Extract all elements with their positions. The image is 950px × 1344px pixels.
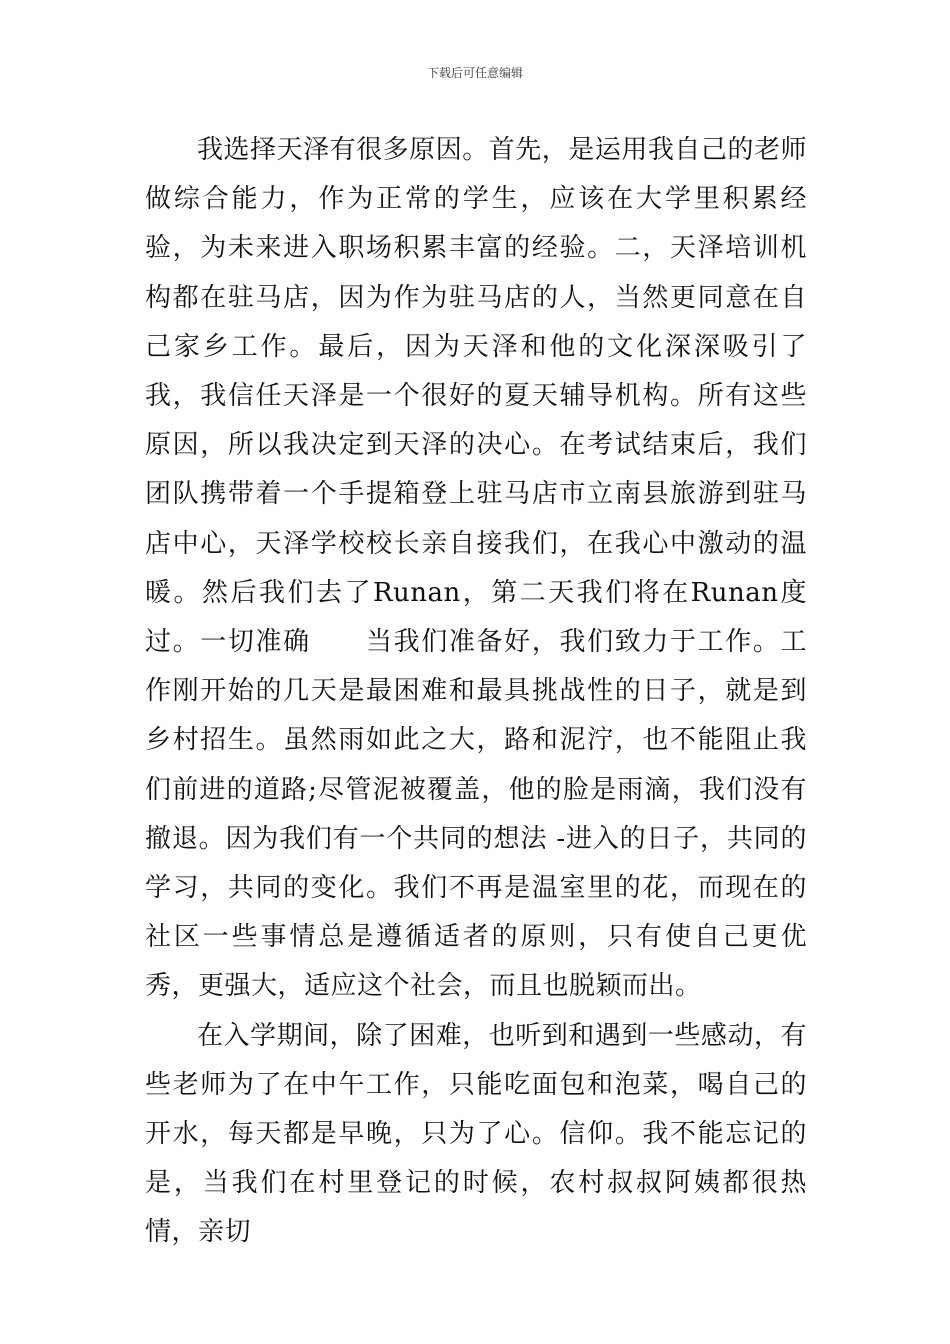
page-header: 下载后可任意编辑 [426,66,523,80]
paragraph-1: 我选择天泽有很多原因。首先，是运用我自己的老师做综合能力，作为正常的学生，应该在大学里积累经验，为未来进入职场积累丰富的经验。二，天泽培训机构都在驻马店，因为作为驻马店的人，当然更同意在自己家乡工作。最后，因为天泽和他的文化深深吸引了我，我信任天泽是一个很好的夏天辅导机构。所有这些原因，所以我决定到天泽的决心。在考试结束后，我们团队携带着一个手提箱登上驻马店市立南县旅游到驻马店中心，天泽学校校长亲自接我们，在我心中激动的温暖。然后我们去了Runan，第二天我们将在Runan度过。一切准确 当我们准备好，我们致力于工作。工作刚开始的几天是最困难和最具挑战性的日子，就是到乡村招生。虽然雨如此之大，路和泥泞，也不能阻止我们前进的道路;尽管泥被覆盖，他的脸是雨滴，我们没有撤退。因为我们有一个共同的想法 -进入的日子，共同的学习，共同的变化。我们不再是温室里的花，而现在的社区一些事情总是遵循适者的原则，只有使自己更优秀，更强大，适应这个社会，而且也脱颖而出。 [145,135,807,1002]
document-body [145,126,807,1258]
paragraph-2: 在入学期间，除了困难，也听到和遇到一些感动，有些老师为了在中午工作，只能吃面包和泡菜，喝自己的开水，每天都是早晚，只为了心。信仰。我不能忘记的是，当我们在村里登记的时候，农村叔叔阿姨都很热情，亲切 [145,1020,807,1248]
